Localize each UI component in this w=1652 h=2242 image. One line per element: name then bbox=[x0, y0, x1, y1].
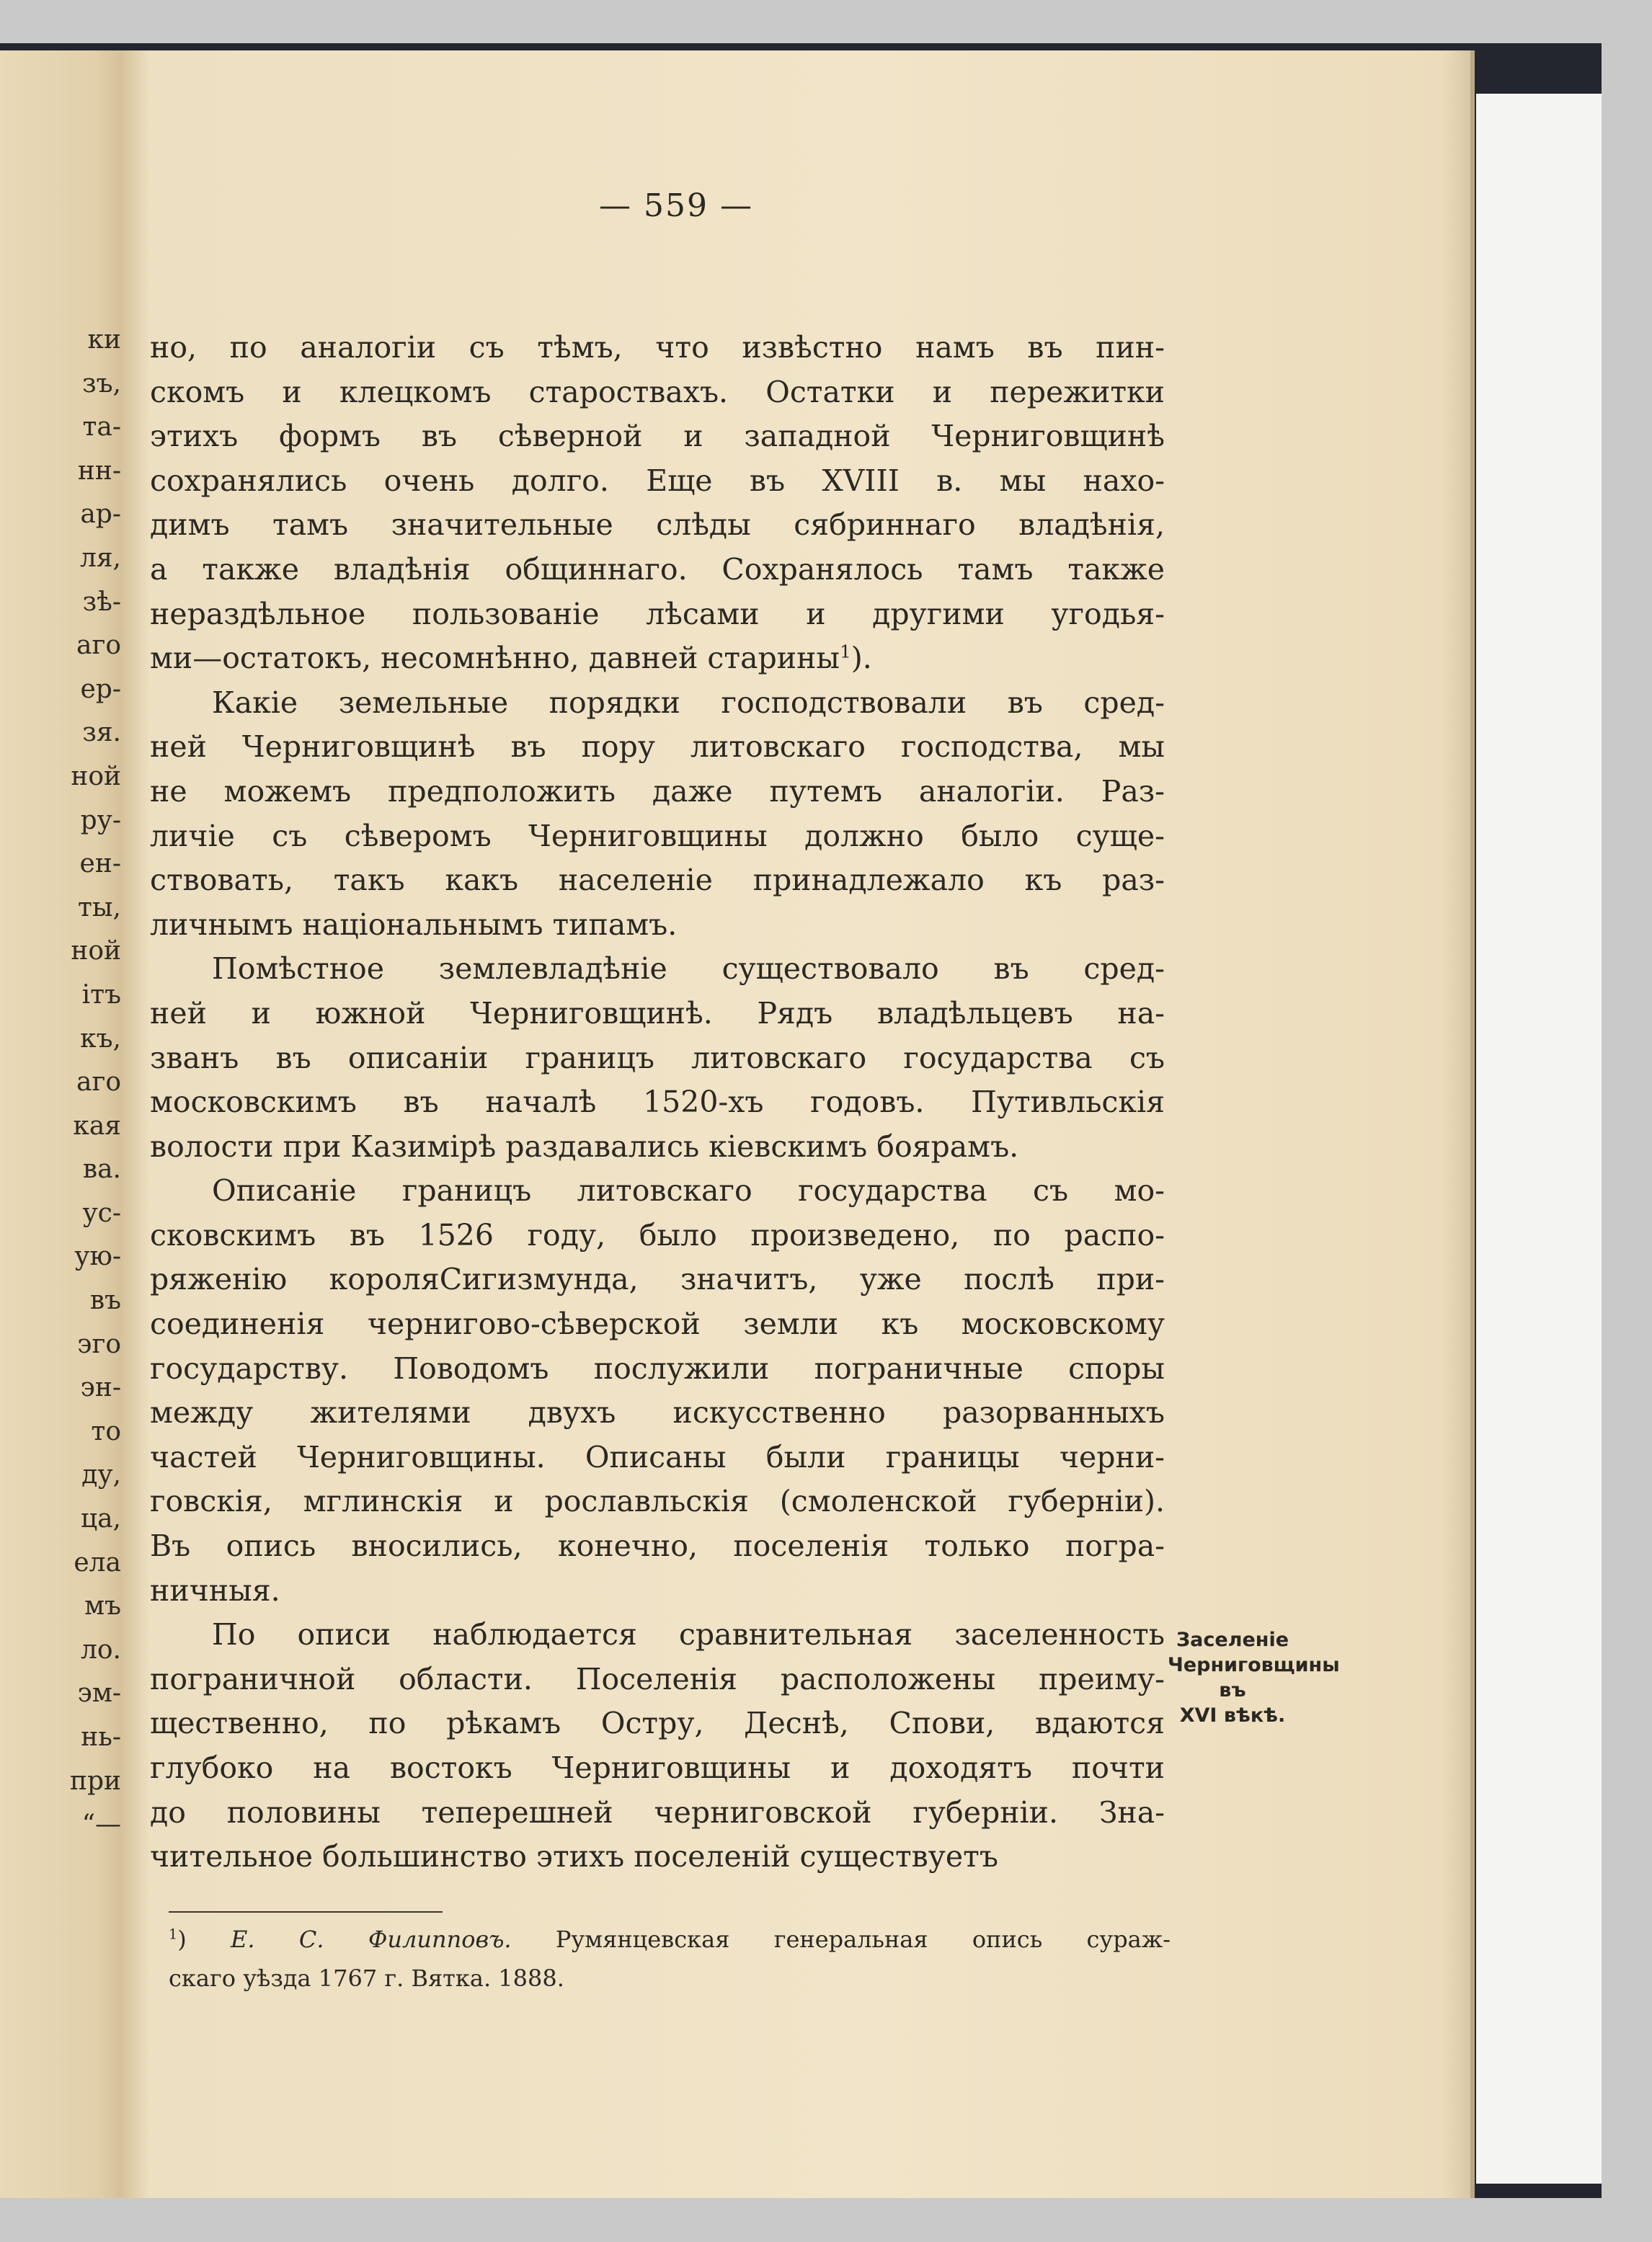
text-line-content: пограничной области. Поселенія расположены преиму- bbox=[150, 1661, 1165, 1696]
text-line-content: По описи наблюдается сравнительная заселенность bbox=[212, 1617, 1165, 1652]
left-page-fragment: эго bbox=[77, 1329, 121, 1359]
margin-note-line: XVI вѣкѣ. bbox=[1179, 1704, 1286, 1727]
left-page-fragment: кая bbox=[73, 1111, 121, 1141]
left-page-fragment: нь- bbox=[81, 1722, 121, 1752]
text-line bbox=[150, 326, 1165, 370]
margin-note bbox=[1168, 1627, 1340, 1728]
left-page-text-fragments bbox=[0, 319, 121, 1847]
text-line bbox=[150, 1258, 1165, 1302]
text-line-content: щественно, по рѣкамъ Остру, Деснѣ, Спови, вдаются bbox=[150, 1706, 1165, 1741]
text-line bbox=[150, 1746, 1165, 1791]
text-line bbox=[150, 1347, 1165, 1392]
left-page-fragment: ной bbox=[71, 936, 121, 966]
text-line bbox=[150, 459, 1165, 504]
right-margin-panel bbox=[1476, 94, 1602, 2184]
left-page-fragment: ля, bbox=[79, 543, 121, 573]
left-page-fragment: ты, bbox=[77, 892, 121, 922]
text-line-content: ствовать, такъ какъ населеніе принадлежало къ раз- bbox=[150, 863, 1165, 898]
text-line-content: сковскимъ въ 1526 году, было произведено, по распо- bbox=[150, 1217, 1165, 1253]
text-line-tail: ). bbox=[851, 641, 872, 676]
text-line-content: сохранялись очень долго. Еще въ XVIII в. мы нахо- bbox=[150, 463, 1165, 498]
text-line bbox=[150, 858, 1165, 903]
text-line bbox=[150, 1613, 1165, 1658]
text-line bbox=[150, 725, 1165, 770]
text-line bbox=[150, 992, 1165, 1036]
footnote-text: Румянцевская генеральная опись сураж- bbox=[511, 1926, 1171, 1953]
text-line bbox=[150, 1436, 1165, 1480]
text-line bbox=[150, 770, 1165, 814]
margin-note-line: Черниговщины въ bbox=[1168, 1654, 1340, 1701]
text-line-content: ряженію короляСигизмунда, значитъ, уже послѣ при- bbox=[150, 1262, 1165, 1297]
left-page-fragment: зѣ- bbox=[82, 587, 121, 617]
left-page-fragment: при bbox=[69, 1766, 121, 1796]
paragraph bbox=[150, 1169, 1165, 1613]
left-page-fragment: ен- bbox=[79, 849, 121, 879]
text-line-content: волости при Казимірѣ раздавались кіевскимъ боярамъ. bbox=[150, 1129, 1019, 1164]
left-page-fragment: ую- bbox=[74, 1242, 121, 1272]
text-line-content: димъ тамъ значительные слѣды сябриннаго владѣнія, bbox=[150, 507, 1165, 543]
text-line bbox=[150, 636, 1165, 681]
left-page-fragment: эм- bbox=[77, 1678, 121, 1709]
left-page-fragment: ер- bbox=[80, 674, 121, 704]
left-page-fragment: ітъ bbox=[81, 979, 121, 1010]
text-line bbox=[150, 681, 1165, 726]
text-line bbox=[150, 903, 1165, 948]
text-line-content: этихъ формъ въ сѣверной и западной Черниговщинѣ bbox=[150, 419, 1165, 454]
left-page-fragment: нн- bbox=[77, 455, 121, 486]
left-page-fragment: зя. bbox=[82, 718, 121, 748]
text-line-content: ничныя. bbox=[150, 1572, 280, 1608]
left-page-fragment: къ, bbox=[80, 1023, 121, 1054]
text-line-content: Какіе земельные порядки господствовали въ сред- bbox=[212, 685, 1165, 720]
left-page-fragment: ар- bbox=[80, 499, 121, 530]
left-page-fragment: зъ, bbox=[82, 368, 121, 399]
text-line-content: Въ опись вносились, конечно, поселенія только погра- bbox=[150, 1529, 1165, 1564]
left-page-fragment: эн- bbox=[80, 1373, 121, 1403]
footnote-author: Е. С. Филипповъ. bbox=[231, 1926, 512, 1953]
text-line-content: московскимъ въ началѣ 1520-хъ годовъ. Путивльскія bbox=[150, 1085, 1165, 1120]
text-line bbox=[150, 1080, 1165, 1125]
text-line bbox=[150, 947, 1165, 992]
text-line-content: ми—остатокъ, несомнѣнно, давней старины bbox=[150, 641, 840, 676]
footnote-divider bbox=[169, 1911, 443, 1913]
footnote-line: $^1$) Е. С. Филипповъ. Румянцевская генеральная опись сураж- bbox=[169, 1926, 1171, 1953]
book-page bbox=[121, 50, 1475, 2198]
text-line bbox=[150, 1701, 1165, 1746]
text-line-content: говскія, мглинскія и рославльскія (смоленской губерніи). bbox=[150, 1484, 1165, 1519]
text-line bbox=[150, 1125, 1165, 1170]
left-page-fragment: ду, bbox=[81, 1460, 121, 1490]
text-line bbox=[150, 1791, 1165, 1836]
left-page-fragment: аго bbox=[76, 631, 121, 661]
text-line-content: званъ въ описаніи границъ литовскаго государства съ bbox=[150, 1040, 1165, 1075]
text-line-content: а также владѣнія общиннаго. Сохранялось тамъ также bbox=[150, 551, 1165, 587]
text-line bbox=[150, 1569, 1165, 1614]
text-line bbox=[150, 414, 1165, 459]
left-page-fragment: ва. bbox=[82, 1155, 121, 1185]
text-line-content: Помѣстное землевладѣніе существовало въ сред- bbox=[212, 951, 1165, 987]
text-line-content: частей Черниговщины. Описаны были границы черни- bbox=[150, 1439, 1165, 1474]
page-number: — 559 — bbox=[599, 187, 753, 224]
footnote-mark: 1 bbox=[169, 1926, 178, 1943]
text-line-content: нераздѣльное пользованіе лѣсами и другими угодья- bbox=[150, 596, 1165, 631]
text-line-content: ней Черниговщинѣ въ пору литовскаго господства, мы bbox=[150, 729, 1165, 765]
left-page-fragment: ца, bbox=[80, 1504, 121, 1534]
text-line bbox=[150, 814, 1165, 859]
left-page-fragment: “— bbox=[81, 1810, 121, 1840]
paragraph bbox=[150, 326, 1165, 681]
text-line bbox=[150, 1036, 1165, 1081]
text-line bbox=[150, 1214, 1165, 1258]
left-page-fragment: ус- bbox=[82, 1198, 121, 1228]
text-line bbox=[150, 1480, 1165, 1524]
left-page-edge bbox=[0, 50, 137, 2198]
text-line-content: чительное большинство этихъ поселеній существуетъ bbox=[150, 1839, 998, 1874]
left-page-fragment: ру- bbox=[80, 805, 121, 835]
paragraph bbox=[150, 1613, 1165, 1880]
text-line bbox=[150, 370, 1165, 415]
text-line-content: личіе съ сѣверомъ Черниговщины должно было суще- bbox=[150, 818, 1165, 853]
text-line-content: Описаніе границъ литовскаго государства съ мо- bbox=[212, 1173, 1165, 1209]
text-line-content: соединенія чернигово-сѣверской земли къ московскому bbox=[150, 1307, 1165, 1342]
left-page-fragment: аго bbox=[76, 1067, 121, 1098]
text-line bbox=[150, 1524, 1165, 1569]
left-page-fragment: ной bbox=[71, 761, 121, 791]
footnote bbox=[169, 1920, 1171, 1998]
left-page-fragment: ки bbox=[87, 325, 121, 355]
margin-note-line: Заселеніе bbox=[1176, 1629, 1289, 1651]
left-page-fragment: мъ bbox=[84, 1591, 121, 1622]
text-line bbox=[150, 592, 1165, 637]
text-line-content: личнымъ національнымъ типамъ. bbox=[150, 907, 678, 942]
text-line bbox=[150, 1658, 1165, 1702]
paragraph bbox=[150, 681, 1165, 948]
text-line bbox=[150, 1835, 1165, 1880]
text-line-content: между жителями двухъ искусственно разорванныхъ bbox=[150, 1395, 1165, 1431]
text-line-content: ней и южной Черниговщинѣ. Рядъ владѣльцевъ на- bbox=[150, 995, 1165, 1031]
text-line bbox=[150, 548, 1165, 592]
text-line-content: глубоко на востокъ Черниговщины и доходятъ почти bbox=[150, 1751, 1165, 1785]
text-line-content: но, по аналогіи съ тѣмъ, что извѣстно намъ въ пин- bbox=[150, 330, 1165, 365]
left-page-fragment: ела bbox=[74, 1547, 121, 1578]
text-line-content: не можемъ предположить даже путемъ аналогіи. Раз- bbox=[150, 773, 1165, 809]
footnote-line: скаго уѣзда 1767 г. Вятка. 1888. bbox=[169, 1965, 564, 1992]
text-line bbox=[150, 1169, 1165, 1214]
text-line-content: до половины теперешней черниговской губерніи. Зна- bbox=[150, 1794, 1165, 1830]
text-line-content: государству. Поводомъ послужили пограничные споры bbox=[150, 1351, 1165, 1386]
text-line bbox=[150, 503, 1165, 548]
left-page-fragment: ло. bbox=[81, 1634, 121, 1665]
paragraph bbox=[150, 947, 1165, 1169]
left-page-fragment: то bbox=[91, 1416, 121, 1446]
body-text bbox=[150, 326, 1165, 1880]
left-page-fragment: та- bbox=[82, 412, 121, 442]
text-line-content: скомъ и клецкомъ староствахъ. Остатки и пережитки bbox=[150, 374, 1165, 409]
footnote-reference[interactable]: 1 bbox=[840, 641, 851, 662]
text-line bbox=[150, 1391, 1165, 1436]
left-page-fragment: въ bbox=[89, 1286, 121, 1316]
text-line bbox=[150, 1302, 1165, 1347]
